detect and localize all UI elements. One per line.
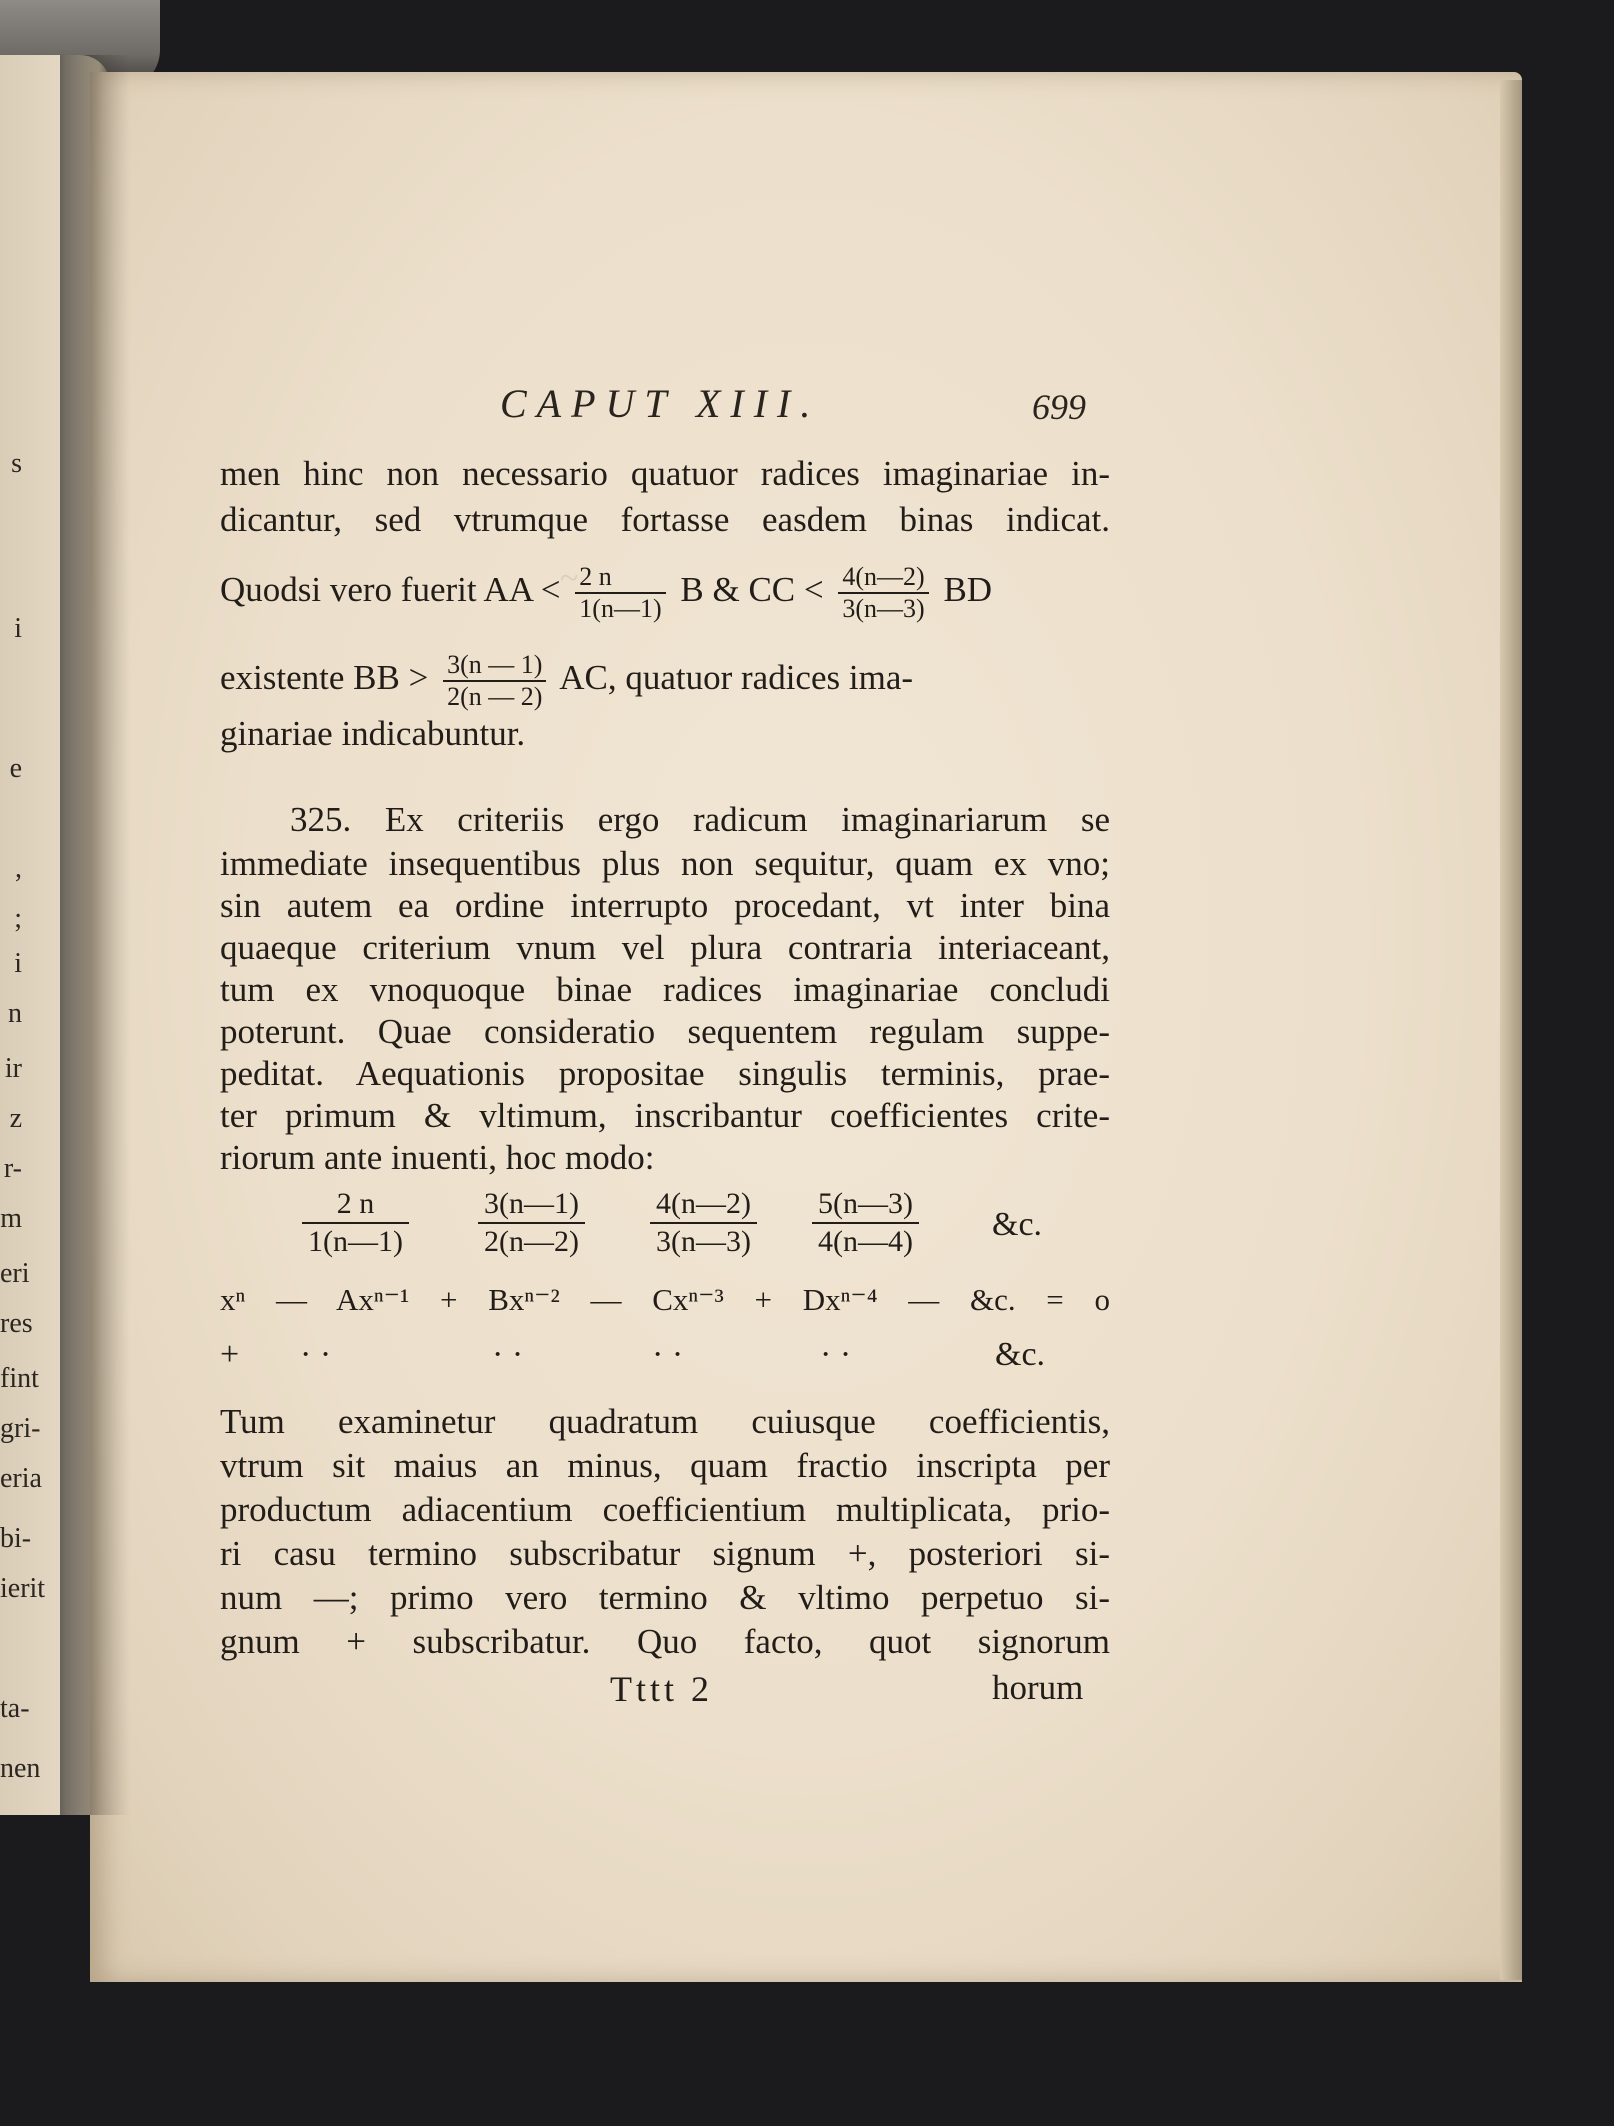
left-edge-fragment: ir xyxy=(4,1053,22,1084)
page-fore-edge xyxy=(1500,80,1522,1980)
text-line: ri casu termino subscribatur signum +, posteriori si- xyxy=(220,1534,1110,1573)
text-line: sin autem ea ordine interrupto procedant, vt inter bina xyxy=(220,886,1110,925)
text-line: tum ex vnoquoque binae radices imaginariae concludi xyxy=(220,970,1110,1009)
fraction-numerator: 2 n xyxy=(302,1186,409,1224)
equation-text: BD xyxy=(943,570,993,610)
fraction-denominator: 4(n—4) xyxy=(818,1225,913,1258)
left-edge-fragment: s xyxy=(11,448,22,479)
running-head: CAPUT XIII. xyxy=(500,381,821,426)
left-edge-fragment: e xyxy=(9,753,22,784)
sign-item: · · xyxy=(300,1336,332,1373)
coefficient-fractions xyxy=(220,1186,1110,1266)
fraction-numerator: 2 n xyxy=(575,562,665,594)
left-edge-fragment: eria xyxy=(0,1463,42,1494)
sign-item: · · xyxy=(652,1336,684,1373)
left-edge-fragment: bi- xyxy=(0,1523,32,1554)
equation-text: AC, quatuor radices ima- xyxy=(559,658,914,698)
text-line: dicantur, sed vtrumque fortasse easdem binas indicat. xyxy=(220,500,1110,539)
fraction-numerator: 4(n—2) xyxy=(650,1186,757,1224)
left-edge-fragment: ierit xyxy=(0,1573,46,1604)
fraction-denominator: 3(n—3) xyxy=(842,594,925,623)
text-line: men hinc non necessario quatuor radices imaginariae in- xyxy=(220,454,1110,493)
equation-line xyxy=(220,650,1110,712)
text-line: poterunt. Quae consideratio sequentem regulam suppe- xyxy=(220,1012,1110,1051)
coefficient-fraction xyxy=(650,1186,757,1260)
left-edge-fragment: n xyxy=(8,998,22,1029)
fraction-denominator: 2(n — 2) xyxy=(447,682,543,711)
equation-text: existente BB > xyxy=(220,658,429,698)
etcetera: &c. xyxy=(992,1206,1043,1243)
show-through-text: ~ xyxy=(560,560,579,597)
equation-line xyxy=(220,562,1110,624)
text-line: gnum + subscribatur. Quo facto, quot signorum xyxy=(220,1622,1110,1661)
left-edge-fragment: z xyxy=(9,1103,22,1134)
fraction-numerator: 3(n—1) xyxy=(478,1186,585,1224)
sign-item: + xyxy=(220,1336,240,1373)
fraction xyxy=(575,562,665,624)
gutter-shadow xyxy=(60,55,130,1815)
text-line: Tum examinetur quadratum cuiusque coefficientis, xyxy=(220,1402,1110,1441)
equation-text: Quodsi vero fuerit AA < xyxy=(220,570,561,610)
left-edge-fragment: , xyxy=(15,853,22,884)
text-line: immediate insequentibus plus non sequitur, quam ex vno; xyxy=(220,844,1110,883)
fraction-numerator: 5(n—3) xyxy=(812,1186,919,1224)
printer-signature: Tttt 2 xyxy=(610,1669,713,1709)
text-line: productum adiacentium coefficientium multiplicata, prio- xyxy=(220,1490,1110,1529)
sign-item: &c. xyxy=(995,1336,1046,1373)
text-line: quaeque criterium vnum vel plura contraria interiaceant, xyxy=(220,928,1110,967)
coefficient-fraction xyxy=(302,1186,409,1260)
left-edge-fragment: i xyxy=(14,613,22,644)
fraction-numerator: 4(n—2) xyxy=(838,562,928,594)
fraction xyxy=(838,562,928,624)
coefficient-fraction xyxy=(812,1186,919,1260)
fraction-denominator: 2(n—2) xyxy=(484,1225,579,1258)
text-line: num —; primo vero termino & vltimo perpetuo si- xyxy=(220,1578,1110,1617)
text-line: 325. Ex criteriis ergo radicum imaginariarum se xyxy=(290,800,1110,839)
text-line: ter primum & vltimum, inscribantur coefficientes crite- xyxy=(220,1096,1110,1135)
fraction-denominator: 3(n—3) xyxy=(656,1225,751,1258)
text-line: ginariae indicabuntur. xyxy=(220,714,526,753)
sign-item: · · xyxy=(492,1336,524,1373)
left-edge-fragment: fint xyxy=(0,1363,39,1394)
fraction xyxy=(443,650,546,712)
catchword: horum xyxy=(992,1668,1084,1707)
equation-text: B & CC < xyxy=(680,570,824,610)
fraction-numerator: 3(n — 1) xyxy=(443,650,546,682)
fraction-denominator: 1(n—1) xyxy=(579,594,662,623)
page-number: 699 xyxy=(1032,387,1086,427)
text-line: vtrum sit maius an minus, quam fractio inscripta per xyxy=(220,1446,1110,1485)
left-edge-fragment: res xyxy=(0,1308,33,1339)
coefficient-fraction xyxy=(478,1186,585,1260)
text-line: peditat. Aequationis propositae singulis terminis, prae- xyxy=(220,1054,1110,1093)
left-edge-fragment: gri- xyxy=(0,1413,41,1444)
polynomial-equation: xⁿ — Axⁿ⁻¹ + Bxⁿ⁻² — Cxⁿ⁻³ + Dxⁿ⁻⁴ — &c. = o xyxy=(220,1282,1110,1317)
left-edge-fragment: i xyxy=(14,948,22,979)
text-line: riorum ante inuenti, hoc modo: xyxy=(220,1138,655,1177)
left-edge-fragment: eri xyxy=(0,1258,30,1289)
left-edge-fragment: m xyxy=(0,1203,22,1234)
fraction-denominator: 1(n—1) xyxy=(308,1225,403,1258)
sign-item: · · xyxy=(820,1336,852,1373)
left-edge-fragment: nen xyxy=(0,1753,41,1784)
left-edge-fragment: r- xyxy=(3,1153,22,1184)
left-edge-fragment: ta- xyxy=(0,1693,30,1724)
left-edge-fragment: ; xyxy=(14,903,22,934)
